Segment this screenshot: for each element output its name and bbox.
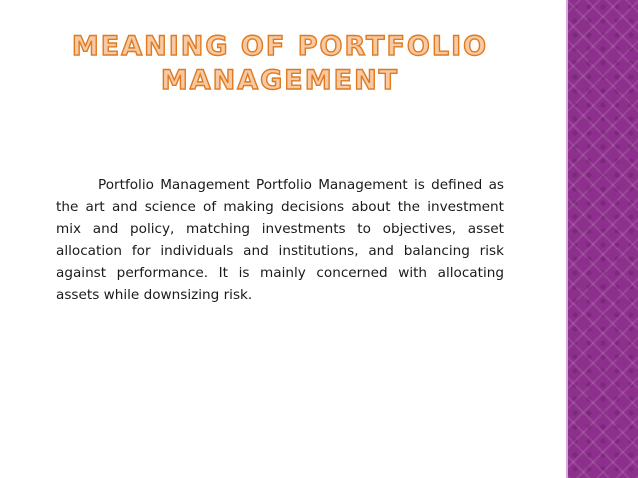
slide-title-line2: MANAGEMENT [160,65,400,96]
decorative-side-band [568,0,638,478]
slide-title-line1: MEANING OF PORTFOLIO [71,31,489,62]
slide-body-text: Portfolio Management Portfolio Management is defined as the art and science of making decisions about the investment mix and policy, matching investments to objectives, asset allocation for individuals and institutions, and balancing risk against performance. It is mainly concerned with allocating assets while downsizing risk. [56,177,504,303]
slide-title [60,30,500,98]
